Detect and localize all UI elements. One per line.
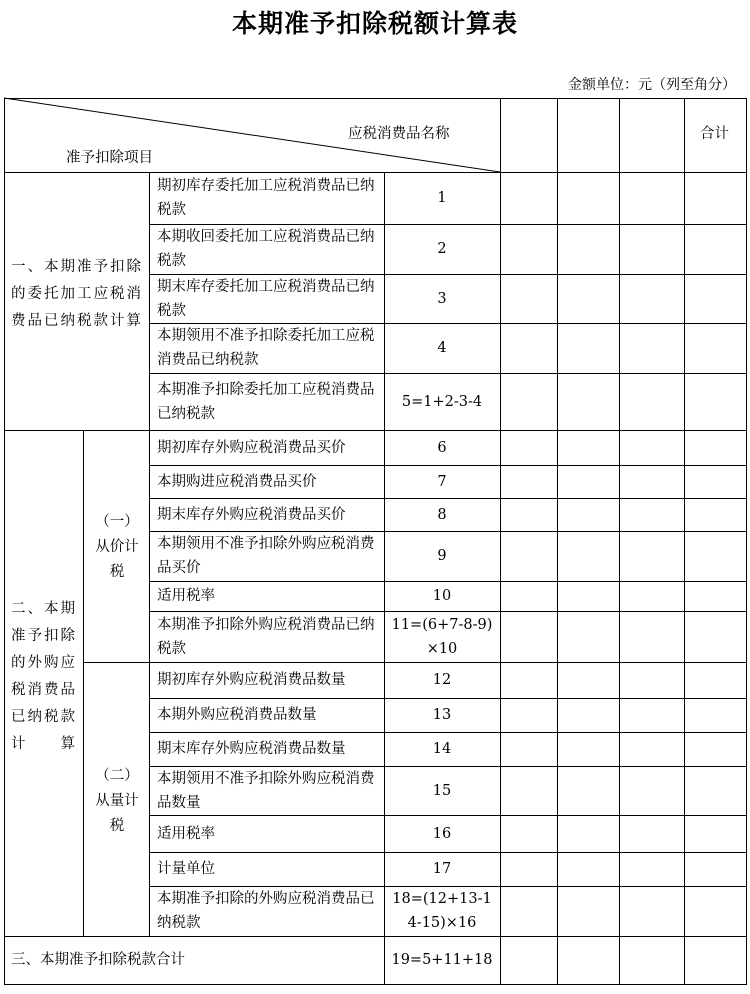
row-item-label: 适用税率 bbox=[157, 588, 215, 604]
row-code: 9 bbox=[437, 548, 447, 564]
row-code: 5=1+2-3-4 bbox=[401, 393, 483, 410]
row-item-label: 期初库存委托加工应税消费品已纳税款 bbox=[157, 178, 375, 218]
row-code: 18=(12+13-14-15)×16 bbox=[392, 891, 492, 931]
header-total: 合计 bbox=[700, 126, 729, 142]
header-goods-name: 应税消费品名称 bbox=[348, 126, 450, 142]
row-code: 13 bbox=[432, 707, 452, 723]
row-item-label: 本期准予扣除的外购应税消费品已纳税款 bbox=[157, 891, 375, 931]
row-item-label: 期末库存外购应税消费品数量 bbox=[157, 741, 346, 757]
row-code: 19=5+11+18 bbox=[391, 952, 493, 968]
unit-note: 金额单位：元（列至角分） bbox=[568, 77, 736, 93]
row-item-label: 期末库存外购应税消费品买价 bbox=[157, 506, 346, 523]
row-item-label: 本期购进应税消费品买价 bbox=[157, 473, 317, 490]
row-code: 6 bbox=[437, 439, 447, 456]
section-2-label: 二、本期准予扣除的外购应税消费品已纳税款计算 bbox=[11, 601, 75, 752]
row-code: 17 bbox=[432, 861, 452, 877]
row-code: 1 bbox=[437, 190, 447, 206]
row-code: 16 bbox=[432, 825, 452, 842]
row-code: 11=(6+7-8-9)×10 bbox=[391, 616, 493, 657]
row-item-label: 期初库存外购应税消费品数量 bbox=[157, 672, 346, 688]
row-item-label: 本期准予扣除外购应税消费品已纳税款 bbox=[157, 616, 375, 657]
row-code: 3 bbox=[437, 290, 447, 307]
row-item-label: 计量单位 bbox=[157, 861, 215, 877]
subsection-2-label: （二）从量计税 bbox=[95, 768, 139, 834]
row-code: 14 bbox=[432, 741, 452, 757]
row-item-label: 本期领用不准予扣除委托加工应税消费品已纳税款 bbox=[157, 328, 375, 368]
row-code: 4 bbox=[437, 340, 447, 356]
row-code: 2 bbox=[437, 241, 447, 257]
row-item-label: 期初库存外购应税消费品买价 bbox=[157, 439, 346, 456]
row-code: 7 bbox=[437, 473, 447, 490]
header-deduction-item: 准予扣除项目 bbox=[66, 150, 153, 166]
row-item-label: 本期收回委托加工应税消费品已纳税款 bbox=[157, 229, 375, 269]
row-item-label: 适用税率 bbox=[157, 825, 215, 842]
form-title: 本期准予扣除税额计算表 bbox=[231, 9, 518, 38]
row-item-label: 本期领用不准予扣除外购应税消费品数量 bbox=[157, 770, 375, 811]
section-3-label: 三、本期准予扣除税款合计 bbox=[11, 952, 185, 968]
row-item-label: 期末库存委托加工应税消费品已纳税款 bbox=[157, 278, 375, 319]
row-item-label: 本期外购应税消费品数量 bbox=[157, 707, 317, 723]
row-code: 12 bbox=[432, 672, 452, 688]
row-code: 8 bbox=[437, 506, 447, 523]
row-item-label: 本期领用不准予扣除外购应税消费品买价 bbox=[157, 536, 375, 576]
subsection-1-label: （一）从价计税 bbox=[95, 514, 139, 580]
row-code: 15 bbox=[432, 782, 452, 799]
row-item-label: 本期准予扣除委托加工应税消费品已纳税款 bbox=[157, 381, 375, 422]
section-1-label: 一、本期准予扣除的委托加工应税消费品已纳税款计算 bbox=[11, 259, 141, 329]
row-code: 10 bbox=[432, 588, 452, 604]
